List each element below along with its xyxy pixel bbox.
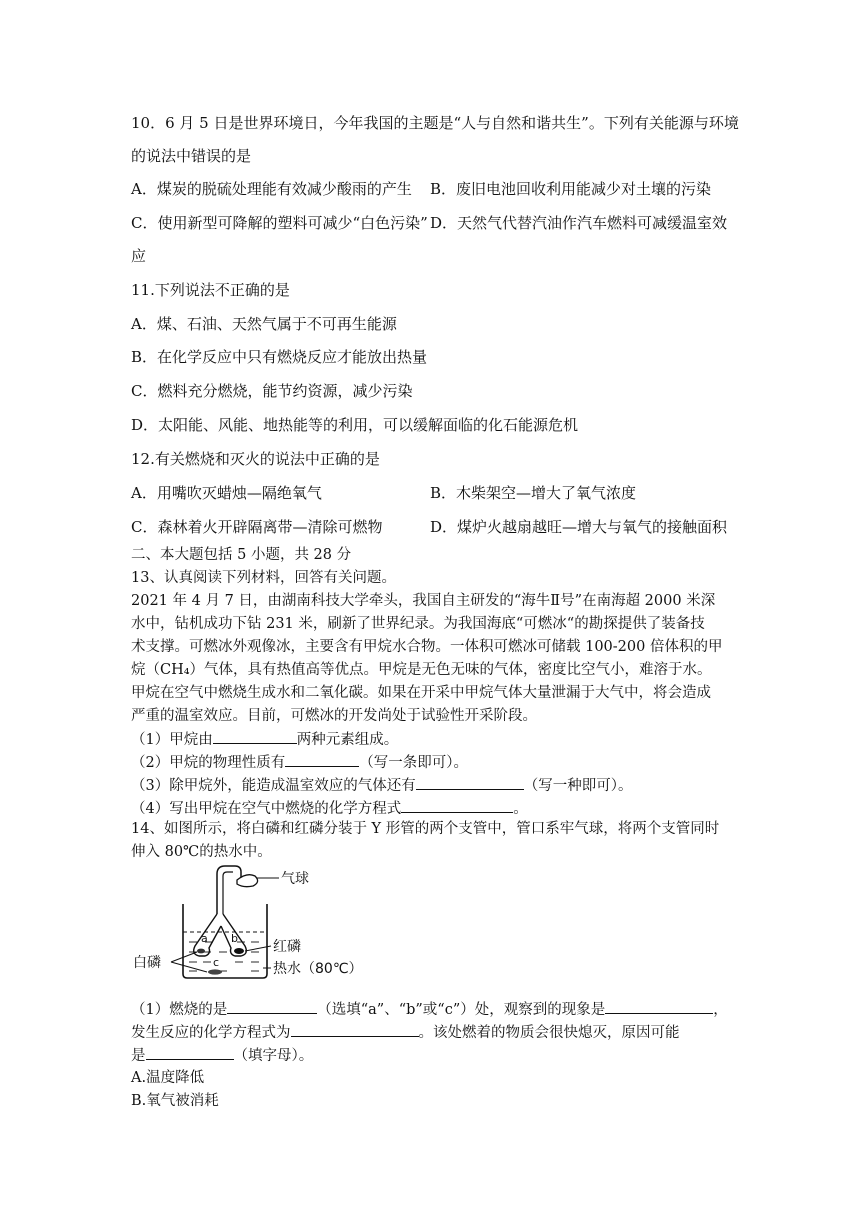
q13-subquestion-4 — [131, 798, 528, 819]
q14-s1-line3-prefix: 是 — [131, 1048, 146, 1064]
q11-option-a: A．煤、石油、天然气属于不可再生能源 — [131, 315, 397, 333]
q13-s3-prefix: （3）除甲烷外，能造成温室效应的气体还有 — [131, 778, 416, 794]
y-tube-apparatus-figure — [131, 862, 381, 984]
red-phosphorus-label: 红磷 — [273, 939, 301, 955]
q14-stem-line2: 伸入 80℃的热水中。 — [131, 844, 272, 860]
q14-stem-line1: 14、如图所示，将白磷和红磷分装于 Y 形管的两个支管中，管口系牢气球，将两个支管同时 — [131, 821, 720, 837]
q12-option-d: D．煤炉火越扇越旺—增大与氧气的接触面积 — [430, 518, 728, 536]
q11-stem: 11.下列说法不正确的是 — [131, 281, 290, 299]
q13-s1-suffix: 两种元素组成。 — [296, 732, 399, 748]
q13-passage-line2: 水中，钻机成功下钻 231 米，刷新了世界纪录。为我国海底“可燃冰“的勘探提供了装备技 — [131, 616, 705, 632]
q14-s1-middle: （选填“a”、“b”或“c”）处，观察到的现象是 — [317, 1002, 606, 1018]
white-phosphorus-c-mark — [208, 969, 222, 974]
q14-s1-end: ， — [713, 1002, 728, 1018]
q13-s2-suffix: （写一条即可）。 — [359, 755, 468, 771]
q12-stem: 12.有关燃烧和灭火的说法中正确的是 — [131, 450, 380, 468]
q12-option-c: C．森林着火开辟隔离带—清除可燃物 — [131, 518, 383, 536]
q10-option-d-continued: 应 — [131, 247, 147, 265]
q14-s1-equation-blank[interactable] — [291, 1022, 419, 1037]
hot-water-label: 热水（80℃） — [273, 961, 363, 977]
q11-option-c: C．燃料充分燃烧，能节约资源，减少污染 — [131, 382, 413, 400]
white-phosphorus-leader-a — [171, 952, 197, 962]
q13-s4-answer-blank[interactable] — [401, 798, 513, 813]
q12-option-b: B．木柴架空—增大了氧气浓度 — [430, 484, 637, 502]
q13-s4-prefix: （4）写出甲烷在空气中燃烧的化学方程式 — [131, 801, 402, 817]
q14-s1-location-blank[interactable] — [227, 999, 317, 1014]
q10-stem-line1: 10．6 月 5 日是世界环境日，今年我国的主题是“人与自然和谐共生”。下列有关能源与环境 — [131, 114, 739, 132]
label-b: b — [231, 932, 238, 945]
q13-passage-line6: 严重的温室效应。目前，可燃冰的开发尚处于试验性开采阶段。 — [131, 708, 537, 724]
q13-s2-answer-blank[interactable] — [285, 752, 359, 767]
balloon-shape — [237, 875, 258, 887]
q13-subquestion-2 — [131, 752, 468, 773]
q14-s1-phenomenon-blank[interactable] — [605, 999, 713, 1014]
q12-option-a: A．用嘴吹灭蜡烛—隔绝氧气 — [131, 484, 322, 502]
q10-option-a: A．煤炭的脱硫处理能有效减少酸雨的产生 — [131, 180, 412, 198]
q14-subquestion-1-line1 — [131, 999, 728, 1020]
beaker-outline — [183, 904, 267, 978]
q14-s1-line3-suffix: （填字母）。 — [233, 1048, 314, 1064]
label-c: c — [213, 956, 220, 969]
q11-option-d: D．太阳能、风能、地热能等的利用，可以缓解面临的化石能源危机 — [131, 416, 579, 434]
q10-option-d: D．天然气代替汽油作汽车燃料可减缓温室效 — [430, 214, 728, 232]
q10-stem-line2: 的说法中错误的是 — [131, 147, 252, 165]
balloon-label: 气球 — [281, 871, 309, 887]
q13-s3-suffix: （写一种即可）。 — [523, 778, 633, 794]
q13-passage-line4: 烷（CH₄）气体，具有热值高等优点。甲烷是无色无味的气体，密度比空气小，难溶于水。 — [131, 662, 712, 678]
q14-option-b: B.氧气被消耗 — [131, 1093, 219, 1109]
q14-s1-line2-prefix: 发生反应的化学方程式为 — [131, 1025, 291, 1041]
q10-option-b: B．废旧电池回收利用能减少对土壤的污染 — [430, 180, 712, 198]
q14-option-a: A.温度降低 — [131, 1070, 205, 1086]
q13-passage-line5: 甲烷在空气中燃烧生成水和二氧化碳。如果在开采中甲烷气体大量泄漏于大气中，将会造成 — [131, 685, 711, 701]
q13-stem: 13、认真阅读下列材料，回答有关问题。 — [131, 570, 396, 586]
label-a: a — [201, 932, 208, 945]
q13-s4-suffix: 。 — [513, 801, 528, 817]
q14-s1-reason-blank[interactable] — [146, 1045, 234, 1060]
white-phosphorus-label: 白磷 — [133, 955, 161, 971]
q11-option-b: B．在化学反应中只有燃烧反应才能放出热量 — [131, 348, 428, 366]
q13-passage-line1: 2021 年 4 月 7 日，由湖南科技大学牵头，我国自主研发的“海牛Ⅱ号”在南海超 2000 米深 — [131, 593, 716, 609]
red-phosphorus-b-mark — [234, 948, 244, 954]
q13-s1-answer-blank[interactable] — [213, 729, 297, 744]
section-2-heading: 二、本大题包括 5 小题，共 28 分 — [131, 547, 352, 563]
q14-s1-prefix: （1）燃烧的是 — [131, 1002, 228, 1018]
q13-subquestion-3 — [131, 775, 632, 796]
q13-s1-prefix: （1）甲烷由 — [131, 732, 213, 748]
q13-s3-answer-blank[interactable] — [416, 775, 524, 790]
q14-subquestion-1-line3 — [131, 1045, 313, 1066]
q13-s2-prefix: （2）甲烷的物理性质有 — [131, 755, 286, 771]
q13-subquestion-1 — [131, 729, 398, 750]
y-tube-stem — [217, 866, 241, 914]
q13-passage-line3: 术支撑。可燃冰外观像冰，主要含有甲烷水合物。一体积可燃冰可储载 100-200 倍体积的甲 — [131, 639, 723, 655]
q10-option-c: C．使用新型可降解的塑料可减少“白色污染” — [131, 214, 428, 232]
white-phosphorus-a-mark — [197, 949, 205, 954]
q14-subquestion-1-line2 — [131, 1022, 680, 1043]
q14-s1-line2-suffix: 。该处燃着的物质会很快熄灭，原因可能 — [418, 1025, 680, 1041]
white-phosphorus-leader-c — [171, 962, 207, 972]
